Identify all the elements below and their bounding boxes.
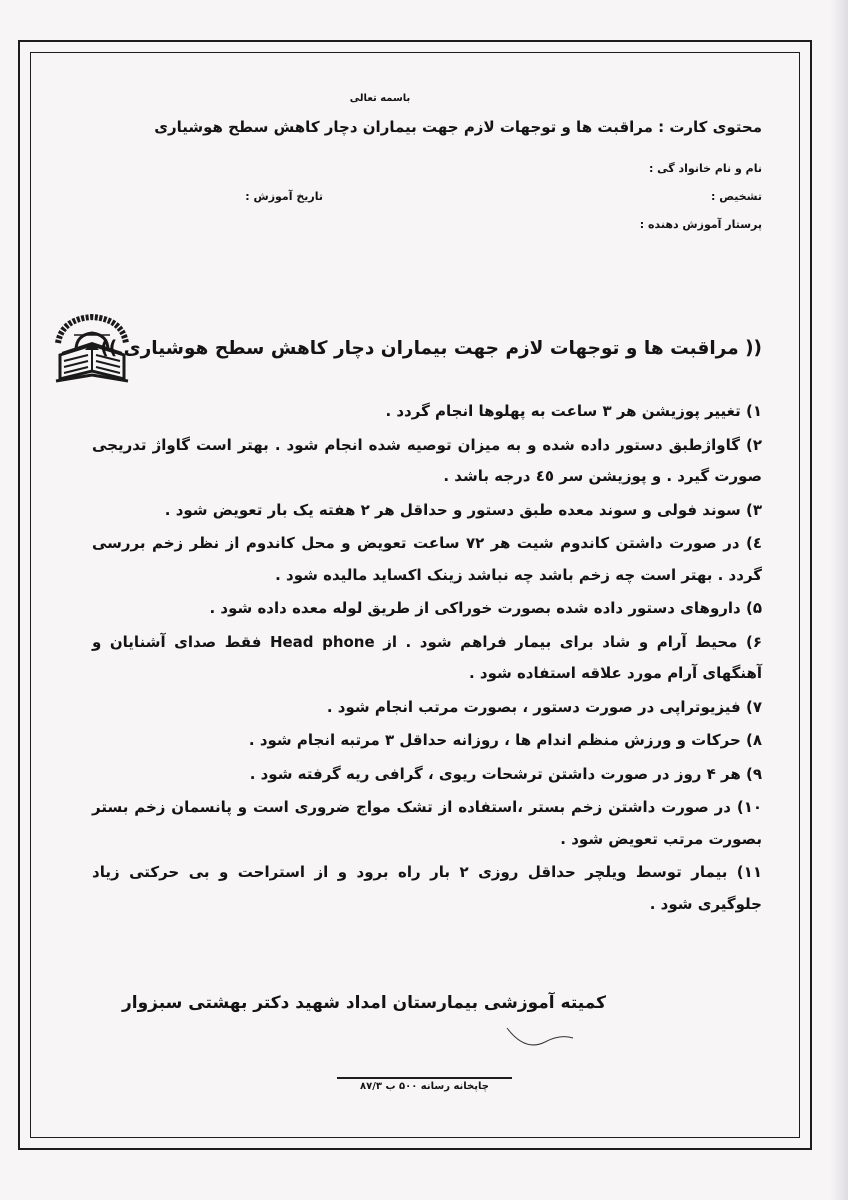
list-item: ۱۰) در صورت داشتن زخم بستر ،استفاده از تشک مواج ضروری است و پانسمان زخم بستر بصورت مرتب تعویض شود . <box>92 798 762 848</box>
list-item: ٤) در صورت داشتن کاندوم شیت هر ۷۲ ساعت تعویض و محل کاندوم از نظر زخم بررسی گردد . بهتر است چه زخم باشد چه نباشد زینک اکساید مالیده شود . <box>92 534 762 584</box>
list-item: ۸) حرکات و ورزش منظم اندام ها ، روزانه حداقل ۳ مرتبه انجام شود . <box>248 731 762 749</box>
training-date-field-label: تاریخ آموزش : <box>245 190 323 203</box>
print-info: چاپخانه رسانه ۵۰۰ ب ۸۷/۳ <box>360 1081 489 1092</box>
care-instructions-list <box>92 396 762 922</box>
print-divider <box>337 1077 512 1079</box>
signature-stroke <box>505 1024 575 1054</box>
list-item: ۳) سوند فولی و سوند معده طبق دستور و حداقل هر ۲ هفته یک بار تعویض شود . <box>164 500 762 519</box>
card-title: محتوی کارت : مراقبت ها و توجهات لازم جهت بیماران دچار کاهش سطح هوشیاری <box>154 118 762 136</box>
list-item: ۵) داروهای دستور داده شده بصورت خوراکی از طریق لوله معده داده شود . <box>209 599 762 617</box>
list-item: ۶) محیط آرام و شاد برای بیمار فراهم شود . از Head phone فقط صدای آشنایان و آهنگهای آرام مورد علاقه استفاده شود . <box>92 632 762 682</box>
list-item: ۱۱) بیمار توسط ویلچر حداقل روزی ۲ بار راه برود و از استراحت و بی حرکتی زیاد جلوگیری شود . <box>92 863 762 913</box>
basmala: باسمه تعالی <box>349 93 411 104</box>
list-item: ۲) گاواژطبق دستور داده شده و به میزان توصیه شده انجام شود . بهتر است گاواژ تدریجی صورت گیرد . و پوزیشن سر ٤٥ درجه باشد . <box>92 435 762 485</box>
nurse-field-label: پرستار آموزش دهنده : <box>639 218 762 231</box>
diagnosis-field-label: تشخیص : <box>711 190 762 203</box>
list-item: ۱) تغییر پوزیشن هر ۳ ساعت به پهلوها انجام گردد . <box>385 402 762 420</box>
list-item: ۷) فیزیوتراپی در صورت دستور ، بصورت مرتب انجام شود . <box>326 697 762 716</box>
committee-signature: کمیته آموزشی بیمارستان امداد شهید دکتر بهشتی سبزوار <box>121 993 607 1013</box>
name-field-label: نام و نام خانواد گی : <box>648 162 762 175</box>
main-heading: (( مراقبت ها و توجهات لازم جهت بیماران دچار کاهش سطح هوشیاری )) <box>100 338 762 359</box>
list-item: ۹) هر ۴ روز در صورت داشتن ترشحات ریوی ، گرافی ریه گرفته شود . <box>249 764 762 783</box>
